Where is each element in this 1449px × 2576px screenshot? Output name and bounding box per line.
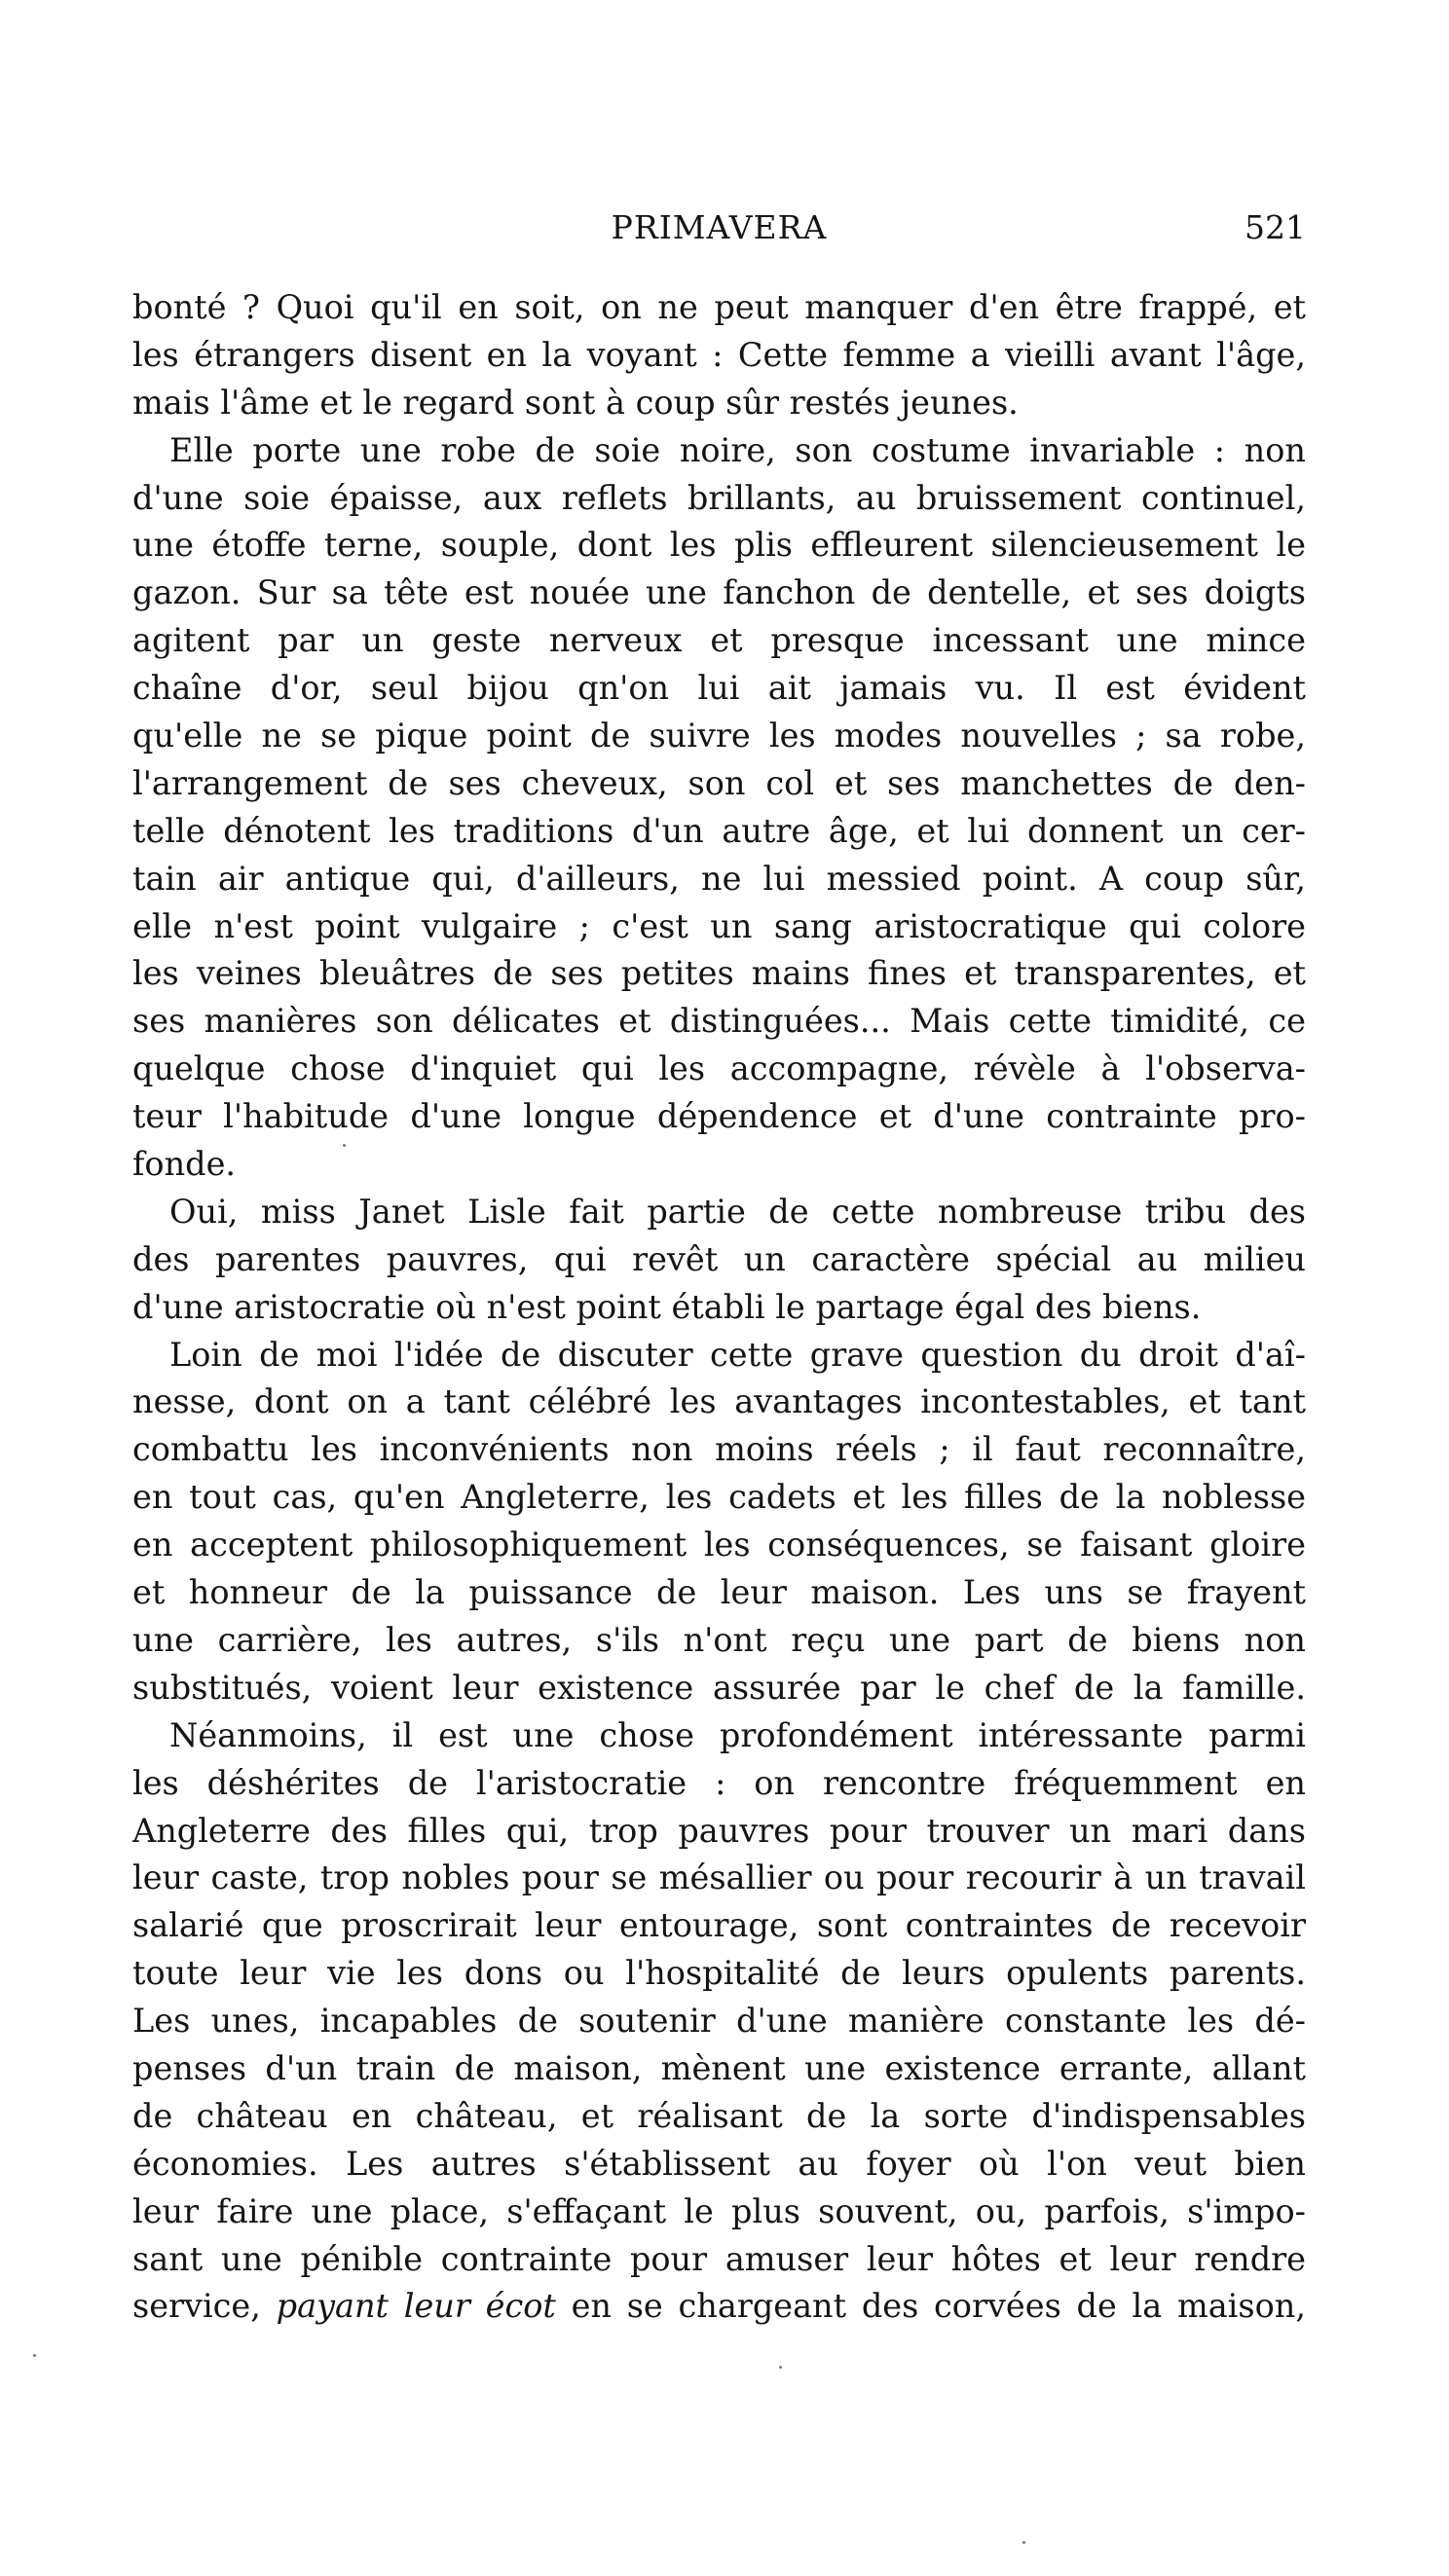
text-line: toute leur vie les dons ou l'hospitalité de leurs opulents parents. <box>132 1954 1306 1993</box>
text-line: des parentes pauvres, qui revêt un caractère spécial au milieu <box>132 1239 1306 1278</box>
text-line: économies. Les autres s'établissent au foyer où l'on veut bien <box>132 2144 1306 2183</box>
paper-speck <box>779 2366 782 2369</box>
text-line: Les unes, incapables de soutenir d'une manière constante les dé- <box>132 2002 1306 2041</box>
text-line: fonde. <box>132 1145 237 1184</box>
text-line: Loin de moi l'idée de discuter cette grave question du droit d'aî- <box>169 1335 1306 1374</box>
text-line: d'une aristocratie où n'est point établi le partage égal des biens. <box>132 1287 1202 1326</box>
running-title: PRIMAVERA <box>611 208 828 246</box>
text-line: Oui, miss Janet Lisle fait partie de cette nombreuse tribu des <box>169 1192 1306 1231</box>
text-line: les veines bleuâtres de ses petites mains fines et transparentes, et <box>132 954 1306 993</box>
text-line: combattu les inconvénients non moins réels ; il faut reconnaître, <box>132 1430 1306 1469</box>
text-line: Elle porte une robe de soie noire, son costume invariable : non <box>169 430 1306 469</box>
page-number: 521 <box>1245 208 1306 246</box>
text-line: agitent par un geste nerveux et presque incessant une mince <box>132 621 1306 660</box>
text-line: l'arrangement de ses cheveux, son col et ses manchettes de den- <box>132 763 1306 802</box>
running-head <box>132 204 1306 251</box>
text-line-final <box>132 2283 1306 2331</box>
text-line: les étrangers disent en la voyant : Cette femme a vieilli avant l'âge, <box>132 335 1306 374</box>
text-line: ses manières son délicates et distinguées... Mais cette timidité, ce <box>132 1002 1306 1041</box>
text-line: salarié que proscrirait leur entourage, sont contraintes de recevoir <box>132 1906 1306 1945</box>
text-line: Angleterre des filles qui, trop pauvres pour trouver un mari dans <box>132 1811 1306 1850</box>
text-line: substitués, voient leur existence assurée par le chef de la famille. <box>132 1668 1306 1707</box>
italic-phrase: payant leur écot <box>276 2287 556 2326</box>
text-line: qu'elle ne se pique point de suivre les modes nouvelles ; sa robe, <box>132 717 1306 755</box>
text-line: teur l'habitude d'une longue dépendence et d'une contrainte pro- <box>132 1097 1306 1136</box>
text-line: mais l'âme et le regard sont à coup sûr restés jeunes. <box>132 383 1019 422</box>
text-line: chaîne d'or, seul bijou qn'on lui ait jamais vu. Il est évident <box>132 669 1306 708</box>
paper-speck <box>33 2354 36 2357</box>
text-line: quelque chose d'inquiet qui les accompagne, révèle à l'observa- <box>132 1049 1306 1088</box>
text-line: de château en château, et réalisant de la sorte d'indispensables <box>132 2096 1306 2135</box>
text-line: leur caste, trop nobles pour se mésallier ou pour recourir à un travail <box>132 1858 1306 1897</box>
final-line-start: service, <box>132 2287 277 2326</box>
body-text <box>132 284 1306 2331</box>
text-line: d'une soie épaisse, aux reflets brillants, au bruissement continuel, <box>132 478 1306 517</box>
text-line: telle dénotent les traditions d'un autre âge, et lui donnent un cer- <box>132 811 1306 850</box>
text-line: nesse, dont on a tant célébré les avantages incontestables, et tant <box>132 1382 1306 1421</box>
text-line: les déshérites de l'aristocratie : on rencontre fréquemment en <box>132 1763 1306 1802</box>
text-line: penses d'un train de maison, mènent une existence errante, allant <box>132 2048 1306 2087</box>
text-line: bonté ? Quoi qu'il en soit, on ne peut manquer d'en être frappé, et <box>132 288 1306 326</box>
text-line: une carrière, les autres, s'ils n'ont reçu une part de biens non <box>132 1620 1306 1659</box>
final-line-end: en se chargeant des corvées de la maison, <box>555 2287 1306 2326</box>
text-line: elle n'est point vulgaire ; c'est un sang aristocratique qui colore <box>132 906 1306 945</box>
text-line: sant une pénible contrainte pour amuser leur hôtes et leur rendre <box>132 2239 1306 2278</box>
text-line: en tout cas, qu'en Angleterre, les cadets et les filles de la noblesse <box>132 1478 1306 1517</box>
text-line: et honneur de la puissance de leur maison. Les uns se frayent <box>132 1573 1306 1612</box>
paper-speck <box>343 1144 346 1147</box>
paper-speck <box>1022 2541 1025 2544</box>
text-line: Néanmoins, il est une chose profondément intéressante parmi <box>169 1715 1306 1754</box>
text-line: tain air antique qui, d'ailleurs, ne lui messied point. A coup sûr, <box>132 859 1306 898</box>
text-line: en acceptent philosophiquement les conséquences, se faisant gloire <box>132 1526 1306 1564</box>
text-line: leur faire une place, s'effaçant le plus souvent, ou, parfois, s'impo- <box>132 2191 1306 2230</box>
text-line: une étoffe terne, souple, dont les plis effleurent silencieusement le <box>132 526 1306 565</box>
text-line: gazon. Sur sa tête est nouée une fanchon de dentelle, et ses doigts <box>132 573 1306 612</box>
